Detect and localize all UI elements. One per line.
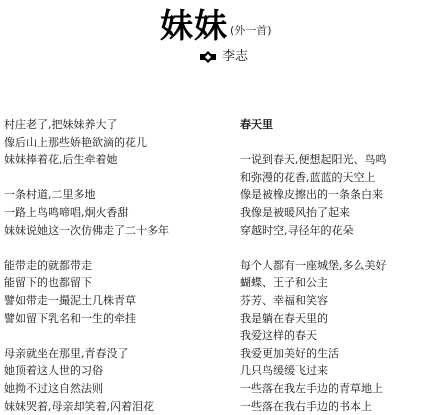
poem-line: 一些落在我左手边的青草地上 (240, 380, 422, 398)
stanza-gap (4, 239, 224, 257)
title-row (160, 6, 272, 46)
poem-line: 一条村道,二里多地 (4, 186, 224, 204)
poem-left (4, 116, 224, 415)
poem-line: 几只鸟缓缓飞过来 (240, 362, 422, 380)
poem-line: 一些落在我右手边的书本上 (240, 398, 422, 415)
poem-line: 蝴蝶、王子和公主 (240, 274, 422, 292)
poem-line: 譬如带走一撮泥土几株青草 (4, 292, 224, 310)
stanza-gap (240, 134, 422, 152)
author-name: 李志 (222, 50, 248, 64)
page-subtitle: (外一首) (230, 22, 272, 38)
page-title: 妹妹 (160, 6, 228, 46)
poem-line: 一路上鸟鸣啼唱,炯火香甜 (4, 204, 224, 222)
header (0, 4, 423, 74)
poem-line: 她顶着这人世的习俗 (4, 362, 224, 380)
poem-line: 穿越时空,寻径年的花朵 (240, 222, 422, 240)
poem-line: 譬如留下乳名和一生的牵挂 (4, 310, 224, 328)
diamond-bullet-icon (200, 51, 216, 63)
author-row (200, 50, 248, 64)
poem-line: 我爱这样的春天 (240, 327, 422, 345)
poem-line: 妹妹捧着花,后生牵着她 (4, 151, 224, 169)
poem-line: 我爱更加美好的生活 (240, 345, 422, 363)
poem-line: 能留下的也都留下 (4, 274, 224, 292)
poem-line: 妹妹说她这一次仿佛走了二十多年 (4, 222, 224, 240)
stanza-gap (4, 327, 224, 345)
poem-line: 一说到春天,便想起阳光、鸟鸣 (240, 151, 422, 169)
poem-line: 她拗不过这自然法则 (4, 380, 224, 398)
stanza-gap (4, 169, 224, 187)
poem-line: 妹妹哭着,母亲却笑着,闪着泪花 (4, 398, 224, 415)
poem-line: 芬芳、幸福和笑容 (240, 292, 422, 310)
poem-line: 像是被橡皮擦出的一条条白来 (240, 186, 422, 204)
poem-line: 村庄老了,把妹妹养大了 (4, 116, 224, 134)
poem-line: 能带走的就都带走 (4, 257, 224, 275)
poem-line: 像后山上那些娇艳欲滴的花儿 (4, 134, 224, 152)
poem-line: 和弥漫的花香,蓝蓝的天空上 (240, 169, 422, 187)
poem-line: 我像是被暖风抬了起来 (240, 204, 422, 222)
stanza-gap (240, 239, 422, 257)
poem-title: 春天里 (240, 116, 422, 134)
poem-line: 母亲就坐在那里,青春没了 (4, 345, 224, 363)
poem-line: 每个人都有一座城堡,多么美好 (240, 257, 422, 275)
poem-right (240, 116, 422, 415)
poem-line: 我是躺在春天里的 (240, 310, 422, 328)
